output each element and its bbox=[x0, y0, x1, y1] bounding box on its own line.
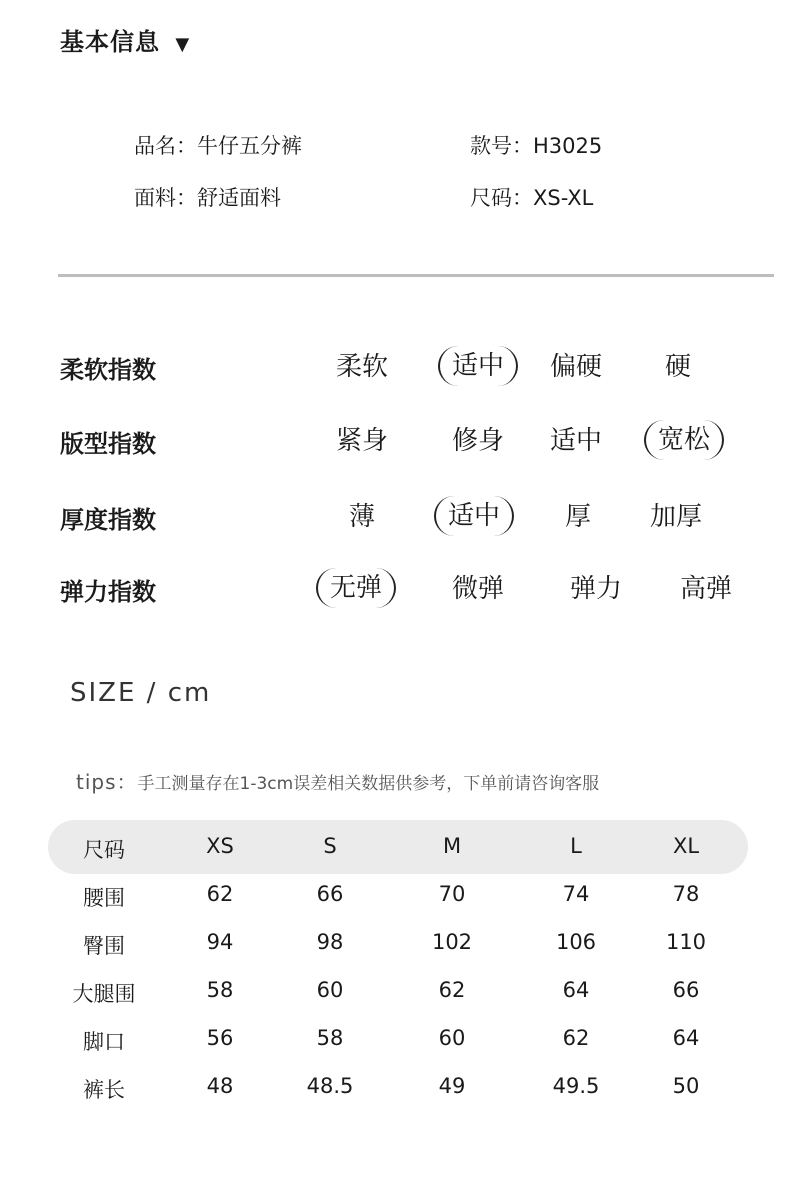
index-label: 厚度指数 bbox=[60, 506, 156, 534]
table-row-label: 臀围 bbox=[83, 934, 125, 958]
table-cell: 106 bbox=[555, 930, 597, 954]
table-row-label: 腰围 bbox=[83, 886, 125, 910]
index-option-selected[interactable]: 无弹 bbox=[316, 568, 396, 608]
index-option[interactable]: 修身 bbox=[451, 426, 505, 456]
index-option[interactable]: 柔软 bbox=[335, 352, 389, 382]
table-cell: 62 bbox=[438, 978, 466, 1002]
table-cell: 64 bbox=[672, 1026, 700, 1050]
table-header-cell: M bbox=[442, 834, 462, 858]
table-row-label: 裤长 bbox=[83, 1078, 125, 1102]
table-cell: 49 bbox=[438, 1074, 466, 1098]
style-number-value: H3025 bbox=[533, 134, 603, 158]
table-row-label: 脚口 bbox=[83, 1030, 125, 1054]
index-option[interactable]: 紧身 bbox=[335, 426, 389, 456]
table-cell: 48 bbox=[206, 1074, 234, 1098]
index-option[interactable]: 厚 bbox=[564, 502, 592, 532]
index-label: 版型指数 bbox=[60, 430, 156, 458]
measurement-tips bbox=[76, 766, 599, 795]
size-range-label: 尺码： bbox=[470, 186, 533, 210]
size-range-value: XS-XL bbox=[533, 186, 594, 210]
index-option[interactable]: 微弹 bbox=[451, 574, 505, 604]
section-title[interactable] bbox=[60, 22, 190, 57]
index-option[interactable]: 加厚 bbox=[649, 502, 703, 532]
table-cell: 94 bbox=[206, 930, 234, 954]
index-label: 弹力指数 bbox=[60, 578, 156, 606]
table-cell: 102 bbox=[431, 930, 473, 954]
table-cell: 58 bbox=[206, 978, 234, 1002]
table-header-cell: L bbox=[570, 834, 582, 858]
table-cell: 48.5 bbox=[306, 1074, 354, 1098]
table-cell: 60 bbox=[438, 1026, 466, 1050]
product-name bbox=[134, 130, 302, 160]
size-range bbox=[470, 182, 593, 212]
index-option[interactable]: 硬 bbox=[664, 352, 692, 382]
table-cell: 58 bbox=[316, 1026, 344, 1050]
table-cell: 70 bbox=[438, 882, 466, 906]
fabric bbox=[134, 182, 281, 212]
table-cell: 78 bbox=[672, 882, 700, 906]
table-cell: 74 bbox=[562, 882, 590, 906]
table-cell: 60 bbox=[316, 978, 344, 1002]
table-cell: 62 bbox=[562, 1026, 590, 1050]
table-header-cell: XS bbox=[206, 834, 234, 858]
table-cell: 50 bbox=[672, 1074, 700, 1098]
product-name-value: 牛仔五分裤 bbox=[197, 134, 302, 158]
style-number bbox=[470, 130, 602, 160]
index-option-selected[interactable]: 宽松 bbox=[644, 420, 724, 460]
index-option[interactable]: 弹力 bbox=[569, 574, 623, 604]
index-option-selected[interactable]: 适中 bbox=[434, 496, 514, 536]
table-cell: 56 bbox=[206, 1026, 234, 1050]
caret-down-icon: ▼ bbox=[175, 34, 191, 55]
table-header-cell: XL bbox=[672, 834, 700, 858]
index-option[interactable]: 薄 bbox=[348, 502, 376, 532]
table-cell: 66 bbox=[316, 882, 344, 906]
table-cell: 66 bbox=[672, 978, 700, 1002]
index-option[interactable]: 适中 bbox=[549, 426, 603, 456]
size-chart-title: SIZE / cm bbox=[70, 678, 212, 708]
table-header-cell: 尺码 bbox=[83, 838, 125, 862]
section-title-text: 基本信息 bbox=[60, 28, 160, 56]
table-row-label: 大腿围 bbox=[72, 982, 136, 1006]
table-cell: 62 bbox=[206, 882, 234, 906]
index-option-selected[interactable]: 适中 bbox=[438, 346, 518, 386]
tips-text: 手工测量存在1-3cm误差相关数据供参考，下单前请咨询客服 bbox=[137, 774, 600, 794]
table-header-cell: S bbox=[323, 834, 337, 858]
table-cell: 49.5 bbox=[552, 1074, 600, 1098]
product-name-label: 品名： bbox=[134, 134, 197, 158]
fabric-label: 面料： bbox=[134, 186, 197, 210]
table-cell: 64 bbox=[562, 978, 590, 1002]
index-label: 柔软指数 bbox=[60, 356, 156, 384]
fabric-value: 舒适面料 bbox=[197, 186, 281, 210]
index-option[interactable]: 偏硬 bbox=[549, 352, 603, 382]
table-cell: 110 bbox=[665, 930, 707, 954]
divider bbox=[58, 274, 774, 277]
tips-prefix: tips： bbox=[76, 770, 138, 794]
size-table-header-bar bbox=[48, 820, 748, 874]
table-cell: 98 bbox=[316, 930, 344, 954]
index-option[interactable]: 高弹 bbox=[679, 574, 733, 604]
style-number-label: 款号： bbox=[470, 134, 533, 158]
